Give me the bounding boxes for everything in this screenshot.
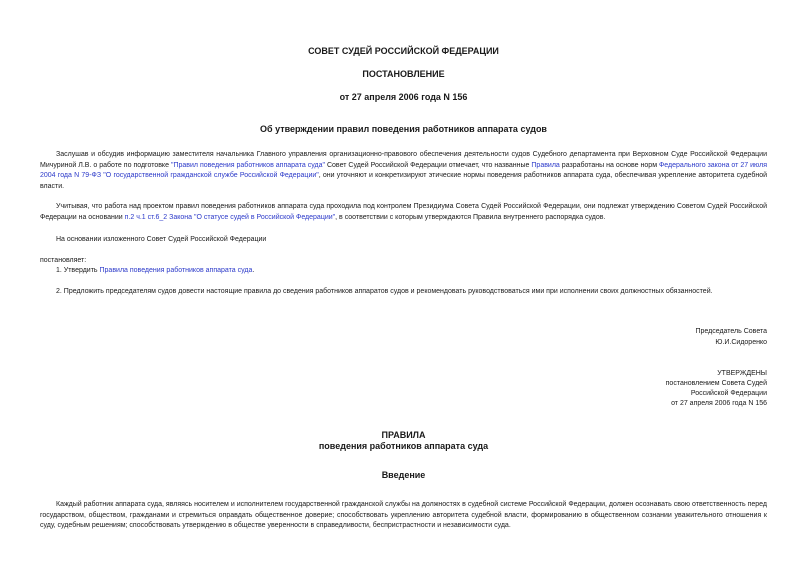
rules-subtitle: поведения работников аппарата суда <box>318 441 489 451</box>
approved-l4: от 27 апреля 2006 года N 156 <box>671 400 767 407</box>
link-rules[interactable]: Правила <box>531 161 560 169</box>
link-judges-status-law[interactable]: п.2 ч.1 ст.6_2 Закона "О статусе судей в Российской Федерации" <box>124 213 336 221</box>
approved-l2: постановлением Совета Судей <box>665 380 767 387</box>
link-rules-quoted[interactable]: "Правил поведения работников аппарата суда" <box>170 161 325 169</box>
paragraph-1: Заслушав и обсудив информацию заместителя начальника Главного управления организационно-правового обеспечения деятельности судов Судебного департамента при Верховном Суде Российской Федерации Мичуриной Л.В. о работе по подготовке "Правил поведения работников аппарата суда" Совет Судей Российской Федерации отмечает, что названные Правила разработаны на основе норм Федерального закона от 27 июля 2004 года N 79-ФЗ "О государственной гражданской службе Российской Федерации", они уточняют и конкретизируют этические нормы поведения работников аппарата суда, обеспечивая укрепление авторитета судебной власти. <box>40 151 767 190</box>
document-title: Об утверждении правил поведения работников аппарата судов <box>260 124 547 134</box>
org-heading: СОВЕТ СУДЕЙ РОССИЙСКОЙ ФЕДЕРАЦИИ <box>308 46 499 56</box>
rules-title: ПРАВИЛА <box>381 430 426 440</box>
date-number-heading: от 27 апреля 2006 года N 156 <box>339 92 468 102</box>
rules-section-heading: Введение <box>381 470 426 480</box>
doc-type-heading: ПОСТАНОВЛЕНИЕ <box>362 69 445 79</box>
signature-position: Председатель Совета <box>695 328 767 335</box>
rules-intro-paragraph: Каждый работник аппарата суда, являясь носителем и исполнителем государственной гражданской службы на должностях в судебной системе Российской Федерации, должен осознавать свою ответственность перед государством, обществом, гражданами и стремиться оправдать общественное доверие; способствовать укреплению авторитета судебной власти, формированию в общественном сознании уважительного отношения к суду, судебным решениям; способствовать утверждению в обществе уверенности в справедливости, беспристрастности и независимости суда. <box>40 501 767 529</box>
decides-label: постановляет: <box>40 257 87 264</box>
approved-l3: Российской Федерации <box>690 390 767 397</box>
item-2: 2. Предложить председателям судов довести настоящие правила до сведения работников аппаратов судов и рекомендовать руководствоваться ими при исполнении своих должностных обязанностей. <box>56 288 713 295</box>
link-rules-approved[interactable]: Правила поведения работников аппарата суда <box>99 267 253 274</box>
approved-l1: УТВЕРЖДЕНЫ <box>717 370 767 377</box>
link-federal-law[interactable]: Федерального закона от 27 июля 2004 года N 79-ФЗ "О государственной гражданской службе Российской Федерации" <box>40 161 767 179</box>
signature-name: Ю.И.Сидоренко <box>715 339 767 346</box>
item-1: 1. Утвердить Правила поведения работников аппарата суда. <box>56 267 255 274</box>
paragraph-3: На основании изложенного Совет Судей Российской Федерации <box>56 236 267 243</box>
paragraph-2: Учитывая, что работа над проектом правил поведения работников аппарата суда проходила под контролем Президиума Совета Судей Российской Федерации, они подлежат утверждению Советом Судей Российской Федерации на основании п.2 ч.1 ст.6_2 Закона "О статусе судей в Российской Федерации", в соответствии с которым утверждаются Правила внутреннего распорядка судов. <box>40 203 767 221</box>
